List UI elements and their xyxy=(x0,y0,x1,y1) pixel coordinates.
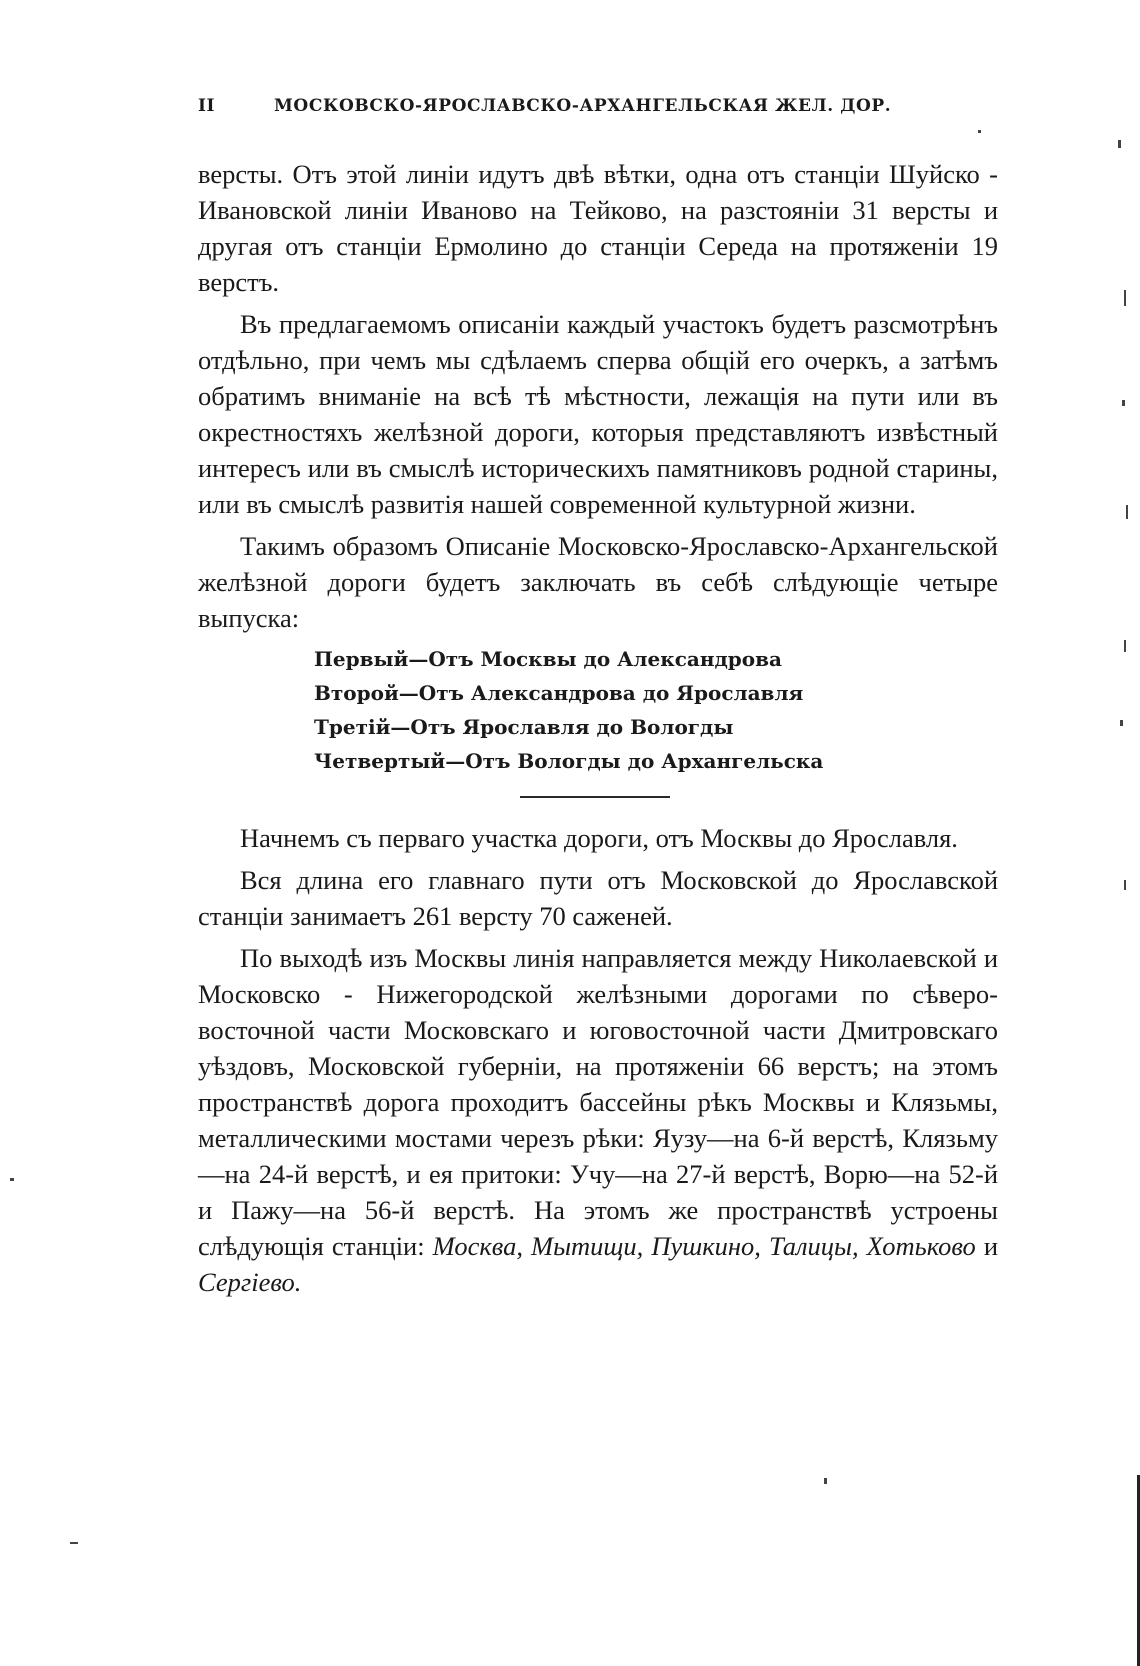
paragraph-5: Вся длина его главнаго пути отъ Московской до Ярославской станціи занимаетъ 261 версту 70 саженей. xyxy=(198,865,998,931)
scan-speck xyxy=(1124,880,1126,890)
station-list: Москва, Мытищи, Пушкино, Талицы, Хотьково xyxy=(432,1231,976,1261)
paragraph-6-text: По выходѣ изъ Москвы линія направляется между Николаевской и Московско - Нижегородской желѣзными дорогами по сѣверо-восточной части Московскаго и юговосточной части Дмитровскаго уѣздовъ, Московской губерніи, на протяженіи 66 верстъ; на этомъ пространствѣ дорога проходитъ бассейны рѣкъ Москвы и Клязьмы, металлическими мостами черезъ рѣки: Яузу—на 6-й верстѣ, Клязьму—на 24-й верстѣ, и ея притоки: Учу—на 27-й верстѣ, Ворю—на 52-й и Пажу—на 56-й верстѣ. На этомъ же пространствѣ устроены слѣдующія станціи: xyxy=(198,943,998,1261)
section-divider xyxy=(520,796,670,798)
issue-item: Второй—Отъ Александрова до Ярославля xyxy=(314,681,804,705)
running-title: МОСКОВСКО-ЯРОСЛАВСКО-АРХАНГЕЛЬСКАЯ ЖЕЛ. ДОР. xyxy=(274,96,892,116)
issues-list xyxy=(314,642,998,778)
conjunction: и xyxy=(983,1231,999,1261)
scan-speck xyxy=(978,130,981,133)
issue-item: Третій—Отъ Ярославля до Вологды xyxy=(314,715,734,739)
paragraph-2: Въ предлагаемомъ описаніи каждый участокъ будетъ разсмотрѣнъ отдѣльно, при чемъ мы сдѣлаемъ сперва общій его очеркъ, а затѣмъ обратимъ вниманіе на всѣ тѣ мѣстности, лежащія на пути или въ окрестностяхъ желѣзной дороги, которыя представляютъ извѣстный интересъ или въ смыслѣ историческихъ памятниковъ родной старины, или въ смыслѣ развитія нашей современной культурной жизни. xyxy=(198,309,998,519)
scan-speck xyxy=(70,1542,78,1544)
scan-speck xyxy=(1124,640,1126,652)
scan-speck xyxy=(10,1178,14,1181)
last-station: Сергіево. xyxy=(198,1267,302,1297)
issue-item: Первый—Отъ Москвы до Александрова xyxy=(314,647,782,671)
scan-speck xyxy=(1122,400,1125,406)
scan-speck xyxy=(1118,140,1121,148)
paragraph-6 xyxy=(198,940,998,1300)
page-number: II xyxy=(198,96,216,116)
running-head xyxy=(198,96,928,126)
scan-speck xyxy=(1124,290,1126,306)
main-text xyxy=(198,156,998,1306)
scan-speck xyxy=(1126,505,1128,519)
paragraph-3: Такимъ образомъ Описаніе Московско-Ярославско-Архангельской желѣзной дороги будетъ заключать въ себѣ слѣдующіе четыре выпуска: xyxy=(198,531,998,633)
scan-speck xyxy=(1120,720,1123,726)
issue-item: Четвертый—Отъ Вологды до Архангельска xyxy=(314,749,824,773)
scan-speck xyxy=(824,1478,827,1484)
paragraph-4: Начнемъ съ перваго участка дороги, отъ Москвы до Ярославля. xyxy=(240,823,958,853)
paragraph-1: версты. Отъ этой линіи идутъ двѣ вѣтки, одна отъ станціи Шуйско - Ивановской линіи Иваново на Тейково, на разстояніи 31 версты и другая отъ станціи Ермолино до станціи Середа на протяженіи 19 верстъ. xyxy=(198,159,998,297)
